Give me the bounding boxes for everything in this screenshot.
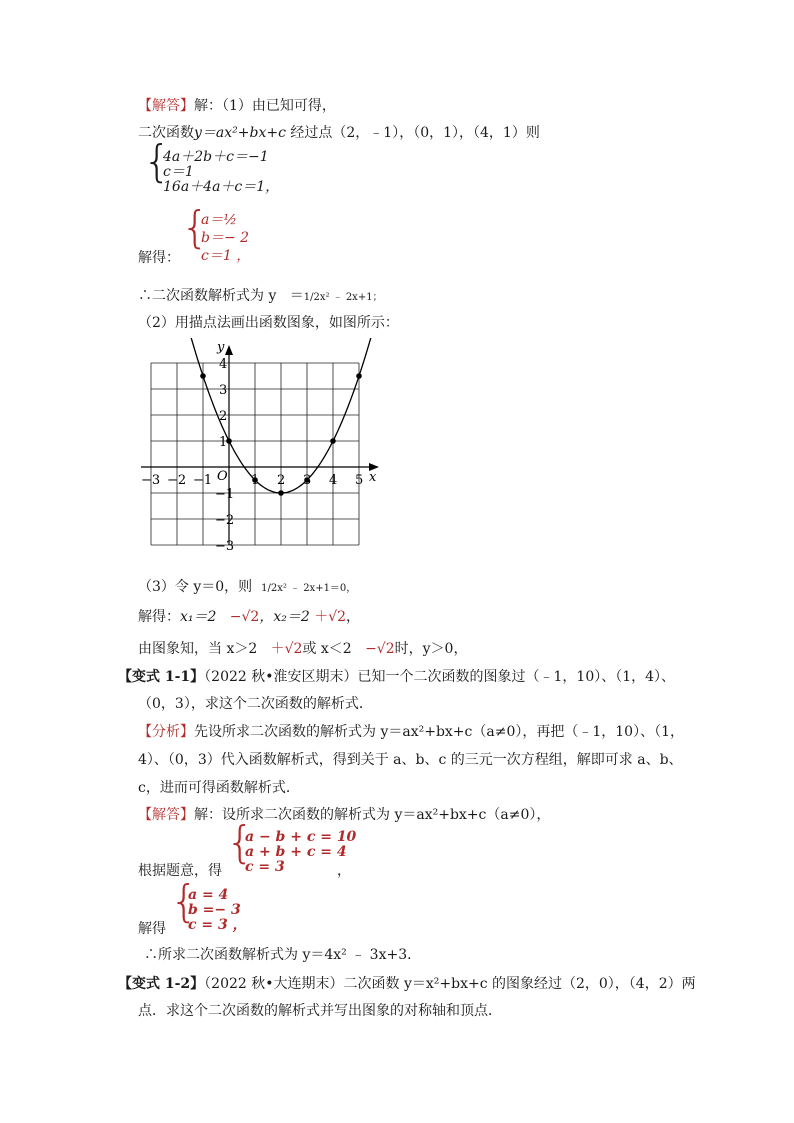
brace-1: {: [143, 136, 171, 187]
brace-3: {: [226, 817, 254, 868]
x-tick-label: 1: [251, 473, 260, 488]
comma: ，: [337, 863, 351, 879]
solution: c＝1 ，: [201, 248, 251, 264]
analysis-text: 先设所求二次函数的解析式为 y＝ax²+bx+c（a≠0），再把（﹣1，10）、（1，: [194, 724, 684, 740]
x-tick-label: −3: [141, 473, 161, 488]
function-statement: [138, 124, 540, 142]
radical: −√2: [229, 609, 260, 625]
origin-label: O: [217, 469, 228, 484]
text: ＝: [289, 288, 304, 304]
text: x² ﹣ 2x+1＝0，: [277, 583, 357, 594]
variant-1-2-cont: 点．求这个二次函数的解析式并写出图象的对称轴和顶点．: [138, 1003, 502, 1019]
data-point: [330, 438, 336, 444]
part-3-text: [138, 578, 356, 598]
solution: c = 3 ，: [188, 917, 247, 933]
y-tick-label: 2: [219, 409, 228, 424]
solution: b＝− 2: [201, 230, 250, 246]
radical: ＋√2: [270, 641, 303, 657]
x-tick-label: 2: [277, 473, 286, 488]
y-tick-label: −2: [215, 513, 235, 528]
answer-tag: 【解答】: [138, 807, 194, 823]
x-axis-label: x: [369, 470, 377, 485]
fraction: 1/2: [261, 583, 278, 594]
y-axis-arrow: [225, 345, 233, 355]
solution: a＝½: [201, 212, 237, 228]
y-axis-label: y: [217, 340, 225, 355]
equation: a − b + c = 10: [245, 829, 357, 845]
data-point: [200, 373, 206, 379]
graph-conclusion: [138, 640, 467, 658]
answer-text: 解：（1）由已知可得，: [194, 98, 336, 114]
brace-4: {: [170, 876, 198, 927]
analysis-line-1: [138, 723, 684, 741]
equation: 16a＋4a＋c＝1，: [163, 179, 280, 195]
result-1: [138, 287, 383, 307]
x-tick-label: 3: [303, 473, 312, 488]
text: ，: [346, 609, 361, 625]
fraction: 1/2: [303, 292, 320, 303]
answer-text: 解：设所求二次函数的解析式为 y＝ax²+bx+c（a≠0），: [194, 807, 551, 823]
text: 解得：: [138, 609, 180, 625]
answer-tag: 【解答】: [138, 98, 194, 114]
text: 由图象知，当 x＞2: [138, 641, 258, 657]
text: x² ﹣ 2x+1；: [319, 292, 383, 303]
y-tick-label: 1: [219, 435, 228, 450]
text: 或 x＜2: [302, 641, 352, 657]
answer-2: [138, 806, 550, 824]
variant-tag: 【变式 1-2】: [118, 976, 205, 992]
equation-system-1: [163, 150, 279, 195]
text: 时，y＞0，: [394, 641, 468, 657]
analysis-line-3: c，进而可得函数解析式．: [138, 780, 300, 796]
answer-line-1: [138, 97, 336, 115]
function-expr: y＝ax²+bx+c: [194, 125, 286, 141]
solve-label-2: 解得: [138, 921, 166, 937]
y-tick-label: 3: [219, 383, 228, 398]
text: x₁＝2: [180, 609, 217, 625]
analysis-tag: 【分析】: [138, 724, 194, 740]
solution-system-1: [201, 213, 250, 264]
solution-line: [138, 608, 360, 626]
y-tick-label: −3: [215, 539, 235, 554]
solve-label: 解得：: [138, 250, 180, 266]
by-label: 根据题意，得: [138, 863, 222, 879]
equation: c＝1: [163, 164, 194, 180]
variant-text: （2022 秋•淮安区期末）已知一个二次函数的图象过（﹣1，10）、（1，4）、: [204, 669, 676, 685]
equation: 4a＋2b＋c＝−1: [163, 149, 269, 165]
analysis-line-2: 4）、（0，3）代入函数解析式，得到关于 a、b、c 的三元一次方程组，解即可求 a、b、: [138, 752, 683, 768]
solution: a = 4: [188, 887, 229, 903]
variant-tag: 【变式 1-1】: [118, 669, 205, 685]
radical: ＋√2: [314, 609, 347, 625]
variant-text: （2022 秋•大连期末）二次函数 y＝x²+bx+c 的图象经过（2，0），（4，2）两: [204, 976, 696, 992]
x-tick-label: −2: [167, 473, 187, 488]
solution-system-2: [188, 888, 247, 933]
variant-1-1: [118, 668, 675, 686]
result-2: ∴所求二次函数解析式为 y＝4x² ﹣ 3x+3．: [144, 947, 422, 963]
text: 二次函数: [138, 125, 194, 141]
equation: a + b + c = 4: [245, 844, 347, 860]
variant-1-1-cont: （0，3），求这个二次函数的解析式．: [138, 696, 373, 712]
x-tick-label: 5: [355, 473, 364, 488]
radical: −√2: [365, 641, 395, 657]
x-tick-label: −1: [193, 473, 213, 488]
text: 经过点（2，﹣1），（0，1），（4，1）则: [290, 125, 540, 141]
text: ，x₂＝2: [259, 609, 310, 625]
solution: b =− 3: [188, 902, 241, 918]
data-point: [356, 373, 362, 379]
text: ∴二次函数解析式为 y: [138, 288, 277, 304]
y-tick-label: −1: [215, 487, 235, 502]
x-tick-label: 4: [329, 473, 338, 488]
part-2-text: （2）用描点法画出函数图象，如图所示：: [138, 315, 399, 331]
brace-2: {: [181, 202, 209, 253]
y-tick-label: 4: [219, 357, 228, 372]
equation: c = 3: [245, 859, 285, 875]
text: （3）令 y＝0，则: [138, 579, 253, 595]
variant-1-2: [118, 975, 696, 993]
function-graph: [132, 338, 382, 563]
data-point: [278, 490, 284, 496]
